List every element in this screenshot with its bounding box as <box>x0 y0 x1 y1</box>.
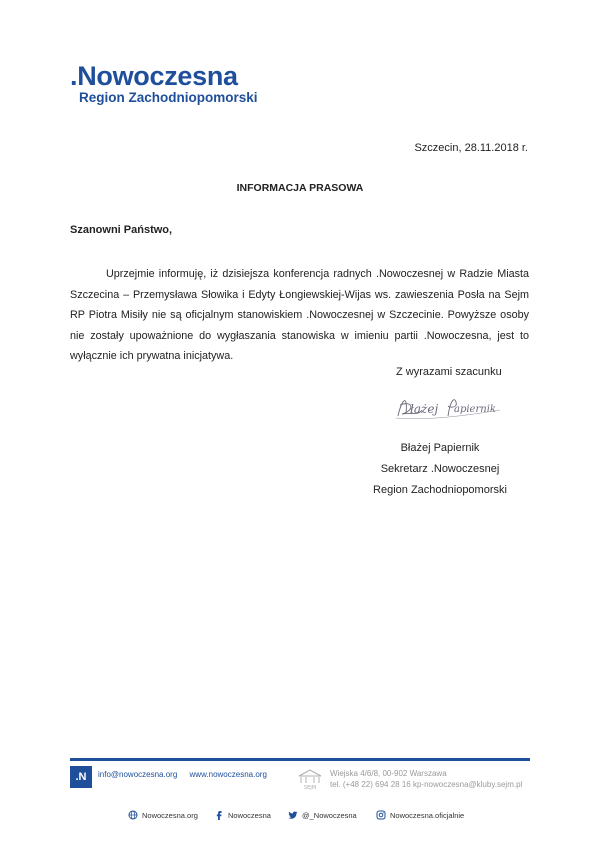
sejm-building-icon <box>296 768 324 790</box>
social-instagram[interactable] <box>376 810 464 820</box>
facebook-icon <box>214 810 224 820</box>
letter-heading: INFORMACJA PRASOWA <box>236 182 364 194</box>
letter-salutation: Szanowni Państwo, <box>70 224 173 236</box>
footer-website-link[interactable]: www.nowoczesna.org <box>189 770 267 779</box>
signer-region: Region Zachodniopomorski <box>373 484 507 496</box>
sejm-label: SEJM <box>303 785 317 790</box>
svg-text:łażej: łażej <box>410 402 439 416</box>
social-instagram-label: Nowoczesna.oficjalnie <box>390 810 465 820</box>
address-line: Wiejska 4/6/8, 00-902 Warszawa <box>330 769 447 778</box>
social-website-label: Nowoczesna.org <box>142 810 198 820</box>
letter-body: Uprzejmie informuję, iż dzisiejsza konferencja radnych .Nowoczesnej w Radzie Miasta Szczecina – Przemysława Słowika i Edyty Łongiewskiej-Wijas ws. zawieszenia Posła na Sejm RP Piotra Misiły nie są oficjalnym stanowiskiem .Nowoczesnej w Szczecinie. Powyższe osoby nie zostały upoważnione do wygłaszania stanowiska w imieniu partii .Nowoczesna, jest to wyłącznie ich prywatna inicjatywa. <box>70 268 529 362</box>
footer-email-link[interactable]: info@nowoczesna.org <box>98 770 178 779</box>
social-twitter-label: @_Nowoczesna <box>302 810 357 820</box>
footer-address <box>330 768 522 790</box>
signer-title: Sekretarz .Nowoczesnej <box>380 463 500 475</box>
letter-closing: Z wyrazami szacunku <box>396 366 502 378</box>
logo-subtitle: Region Zachodniopomorski <box>79 90 258 105</box>
globe-icon <box>128 810 138 820</box>
phone-email-line: tel. (+48 22) 694 28 16 kp-nowoczesna@kluby.sejm.pl <box>330 780 523 789</box>
logo-text: .Nowoczesna <box>70 61 238 91</box>
instagram-icon <box>376 810 386 820</box>
footer-contacts <box>98 770 277 779</box>
social-facebook[interactable] <box>214 810 271 820</box>
signer-name: Błażej Papiernik <box>400 442 480 454</box>
footer-divider <box>70 758 530 761</box>
twitter-icon <box>288 810 298 820</box>
svg-text:apiernik: apiernik <box>454 404 496 415</box>
social-website[interactable] <box>128 810 198 820</box>
social-twitter[interactable] <box>288 810 357 820</box>
social-facebook-label: Nowoczesna <box>228 810 271 820</box>
letter-date: Szczecin, 28.11.2018 r. <box>414 142 528 154</box>
handwritten-signature <box>392 388 504 426</box>
footer-logo-badge: .N <box>70 766 92 788</box>
nowoczesna-logo <box>70 62 258 106</box>
signature-block <box>345 438 535 501</box>
